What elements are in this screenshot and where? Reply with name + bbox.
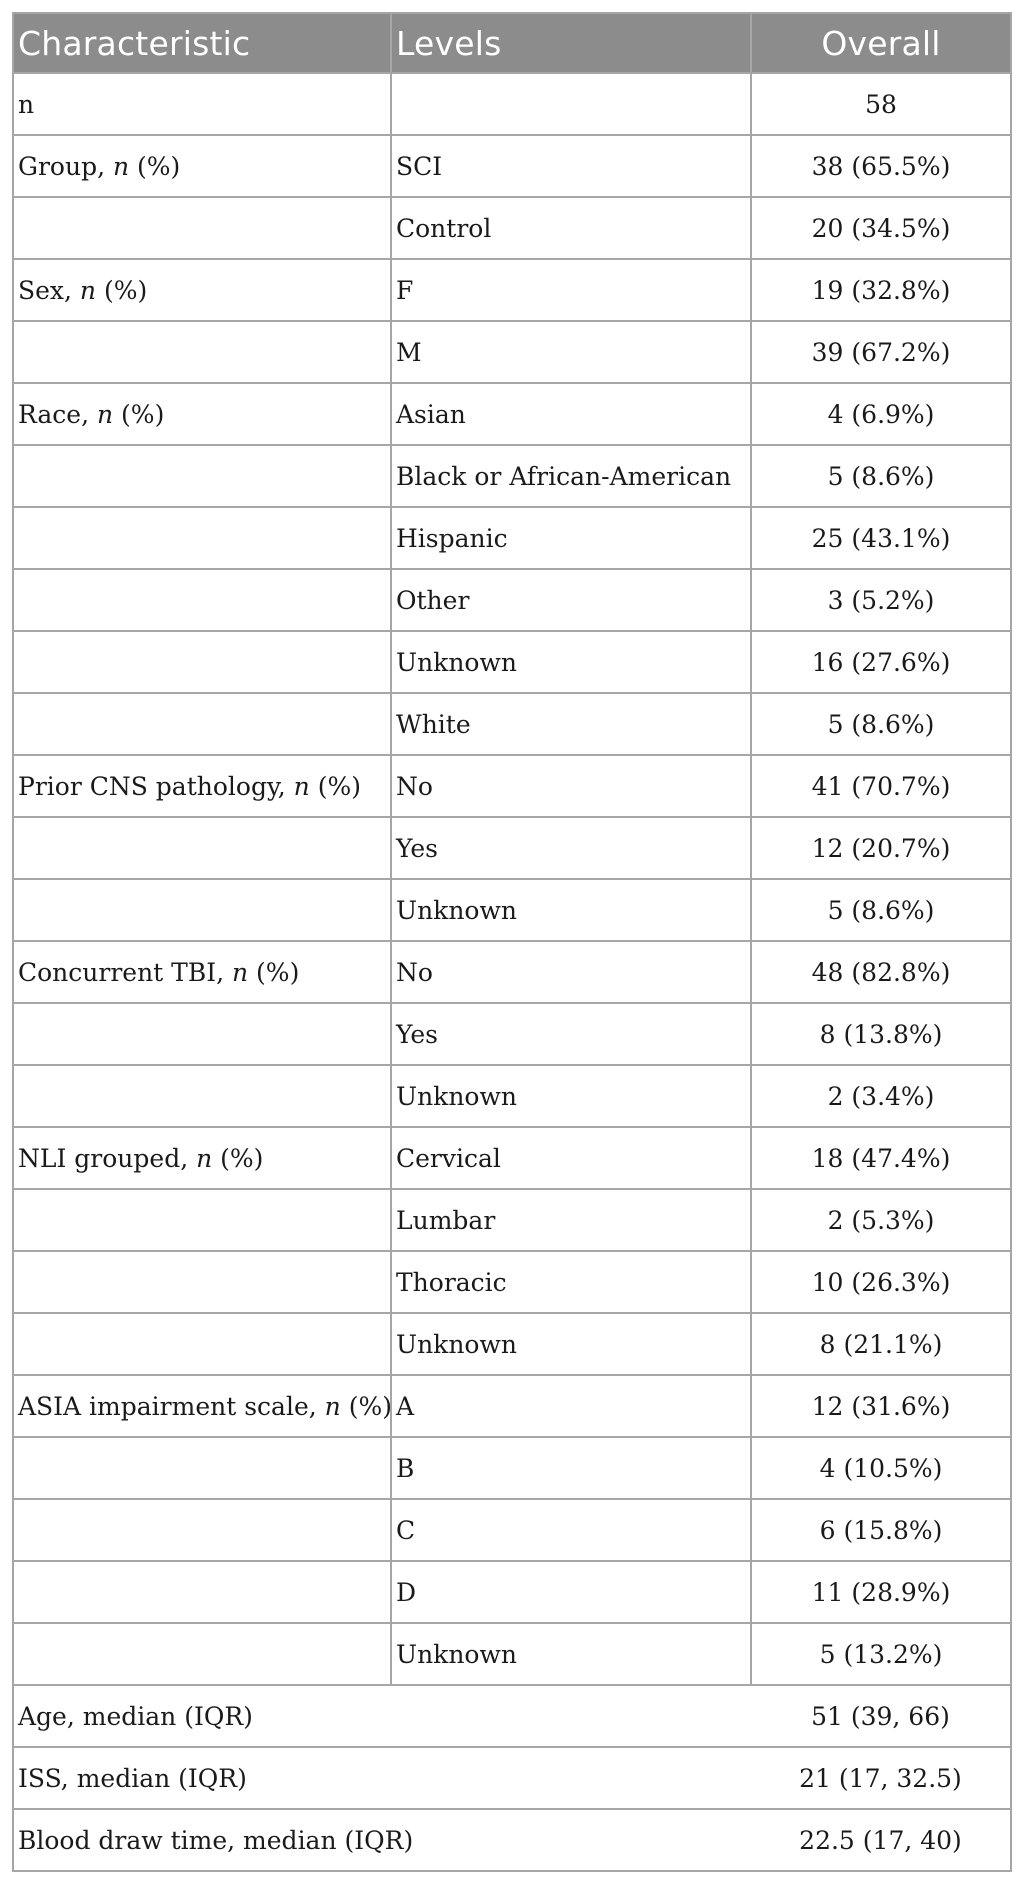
table-row (13, 1189, 1011, 1251)
header-characteristic: Characteristic (13, 13, 391, 73)
overall-value-cell: 2 (5.3%) (751, 1189, 1011, 1251)
level-cell: F (391, 259, 751, 321)
table-row (13, 755, 1011, 817)
overall-value-cell: 16 (27.6%) (751, 631, 1011, 693)
level-cell: Control (391, 197, 751, 259)
level-cell: C (391, 1499, 751, 1561)
characteristic-cell (13, 879, 391, 941)
table-row (13, 1003, 1011, 1065)
summary-label-cell: Blood draw time, median (IQR) (13, 1809, 391, 1871)
level-cell: No (391, 755, 751, 817)
table-row (13, 1561, 1011, 1623)
overall-value-cell: 5 (8.6%) (751, 879, 1011, 941)
overall-value-cell: 10 (26.3%) (751, 1251, 1011, 1313)
summary-value-cell: 22.5 (17, 40) (751, 1809, 1011, 1871)
characteristic-percent-label: (%) (340, 1391, 392, 1421)
overall-value-cell: 20 (34.5%) (751, 197, 1011, 259)
header-levels: Levels (391, 13, 751, 73)
characteristic-cell (13, 569, 391, 631)
summary-label-cell: ISS, median (IQR) (13, 1747, 391, 1809)
characteristic-percent-label: (%) (113, 399, 165, 429)
characteristic-cell (13, 1189, 391, 1251)
characteristic-cell (13, 135, 391, 197)
characteristic-percent-label: (%) (96, 275, 148, 305)
characteristic-cell (13, 693, 391, 755)
characteristic-cell (13, 817, 391, 879)
overall-value-cell: 38 (65.5%) (751, 135, 1011, 197)
overall-value-cell: 25 (43.1%) (751, 507, 1011, 569)
level-cell: No (391, 941, 751, 1003)
characteristic-percent-label: (%) (248, 957, 300, 987)
characteristic-cell (13, 383, 391, 445)
level-cell (391, 73, 751, 135)
table-row (13, 1375, 1011, 1437)
overall-value-cell: 12 (20.7%) (751, 817, 1011, 879)
characteristics-table-container (12, 12, 1010, 1872)
table-row (13, 135, 1011, 197)
overall-value-cell: 48 (82.8%) (751, 941, 1011, 1003)
table-row (13, 259, 1011, 321)
level-cell: Hispanic (391, 507, 751, 569)
characteristic-cell (13, 631, 391, 693)
table-row (13, 1623, 1011, 1685)
table-row (13, 1313, 1011, 1375)
overall-value-cell: 4 (6.9%) (751, 383, 1011, 445)
characteristic-cell (13, 1375, 391, 1437)
table-row (13, 1065, 1011, 1127)
characteristic-cell (13, 1127, 391, 1189)
characteristic-label: Group, (18, 151, 113, 181)
table-row (13, 693, 1011, 755)
characteristic-n-symbol: n (324, 1391, 341, 1421)
level-cell: Yes (391, 817, 751, 879)
level-cell: B (391, 1437, 751, 1499)
table-body (13, 73, 1011, 1871)
characteristic-n-symbol: n (79, 275, 97, 305)
overall-value-cell: 4 (10.5%) (751, 1437, 1011, 1499)
characteristic-label: Prior CNS pathology, (18, 771, 294, 801)
table-row (13, 817, 1011, 879)
overall-value-cell: 8 (21.1%) (751, 1313, 1011, 1375)
level-cell: Unknown (391, 1065, 751, 1127)
table-row (13, 1437, 1011, 1499)
table-row (13, 383, 1011, 445)
summary-row (13, 1809, 1011, 1871)
characteristic-n-symbol: n (97, 399, 114, 429)
table-row (13, 73, 1011, 135)
level-cell: Lumbar (391, 1189, 751, 1251)
characteristic-label: ASIA impairment scale, (18, 1391, 325, 1421)
level-cell: SCI (391, 135, 751, 197)
overall-value-cell: 18 (47.4%) (751, 1127, 1011, 1189)
overall-value-cell: 11 (28.9%) (751, 1561, 1011, 1623)
overall-value-cell: 41 (70.7%) (751, 755, 1011, 817)
characteristic-cell (13, 1437, 391, 1499)
characteristic-label: Race, (18, 399, 97, 429)
table-row (13, 445, 1011, 507)
characteristic-cell (13, 73, 391, 135)
summary-empty-cell (391, 1809, 751, 1871)
overall-value-cell: 8 (13.8%) (751, 1003, 1011, 1065)
table-row (13, 569, 1011, 631)
overall-value-cell: 3 (5.2%) (751, 569, 1011, 631)
summary-row (13, 1685, 1011, 1747)
characteristic-n-symbol: n (112, 151, 130, 181)
characteristic-n-symbol: n (293, 771, 310, 801)
summary-empty-cell (391, 1685, 751, 1747)
overall-value-cell: 6 (15.8%) (751, 1499, 1011, 1561)
characteristic-cell (13, 321, 391, 383)
level-cell: Other (391, 569, 751, 631)
overall-value-cell: 5 (8.6%) (751, 445, 1011, 507)
level-cell: A (391, 1375, 751, 1437)
characteristic-cell (13, 1065, 391, 1127)
overall-value-cell: 2 (3.4%) (751, 1065, 1011, 1127)
characteristic-cell (13, 1313, 391, 1375)
characteristic-percent-label: (%) (129, 151, 181, 181)
characteristic-cell (13, 1499, 391, 1561)
overall-value-cell: 19 (32.8%) (751, 259, 1011, 321)
characteristic-cell (13, 507, 391, 569)
characteristic-cell (13, 1251, 391, 1313)
characteristic-cell (13, 197, 391, 259)
table-row (13, 631, 1011, 693)
level-cell: Thoracic (391, 1251, 751, 1313)
overall-value-cell: 5 (13.2%) (751, 1623, 1011, 1685)
characteristic-label: Concurrent TBI, (18, 957, 232, 987)
overall-value-cell: 58 (751, 73, 1011, 135)
characteristic-cell (13, 259, 391, 321)
level-cell: Cervical (391, 1127, 751, 1189)
characteristic-label: n (18, 89, 35, 119)
characteristic-cell (13, 755, 391, 817)
level-cell: Unknown (391, 631, 751, 693)
table-row (13, 1499, 1011, 1561)
characteristic-label: Sex, (18, 275, 80, 305)
characteristic-cell (13, 1561, 391, 1623)
table-row (13, 1251, 1011, 1313)
level-cell: Unknown (391, 1313, 751, 1375)
level-cell: White (391, 693, 751, 755)
summary-value-cell: 21 (17, 32.5) (751, 1747, 1011, 1809)
summary-row (13, 1747, 1011, 1809)
characteristic-cell (13, 1003, 391, 1065)
characteristic-cell (13, 1623, 391, 1685)
table-row (13, 507, 1011, 569)
characteristic-n-symbol: n (232, 957, 249, 987)
level-cell: M (391, 321, 751, 383)
table-row (13, 1127, 1011, 1189)
summary-label-cell: Age, median (IQR) (13, 1685, 391, 1747)
level-cell: Yes (391, 1003, 751, 1065)
level-cell: Asian (391, 383, 751, 445)
characteristics-table (12, 12, 1012, 1872)
characteristic-percent-label: (%) (212, 1143, 264, 1173)
header-overall: Overall (751, 13, 1011, 73)
characteristic-n-symbol: n (196, 1143, 213, 1173)
table-header-row (13, 13, 1011, 73)
level-cell: D (391, 1561, 751, 1623)
level-cell: Unknown (391, 879, 751, 941)
characteristic-label: NLI grouped, (18, 1143, 197, 1173)
table-row (13, 197, 1011, 259)
overall-value-cell: 12 (31.6%) (751, 1375, 1011, 1437)
table-row (13, 879, 1011, 941)
characteristic-cell (13, 445, 391, 507)
table-row (13, 321, 1011, 383)
characteristic-percent-label: (%) (309, 771, 361, 801)
level-cell: Unknown (391, 1623, 751, 1685)
table-row (13, 941, 1011, 1003)
summary-value-cell: 51 (39, 66) (751, 1685, 1011, 1747)
characteristic-cell (13, 941, 391, 1003)
overall-value-cell: 39 (67.2%) (751, 321, 1011, 383)
overall-value-cell: 5 (8.6%) (751, 693, 1011, 755)
summary-empty-cell (391, 1747, 751, 1809)
level-cell: Black or African-American (391, 445, 751, 507)
